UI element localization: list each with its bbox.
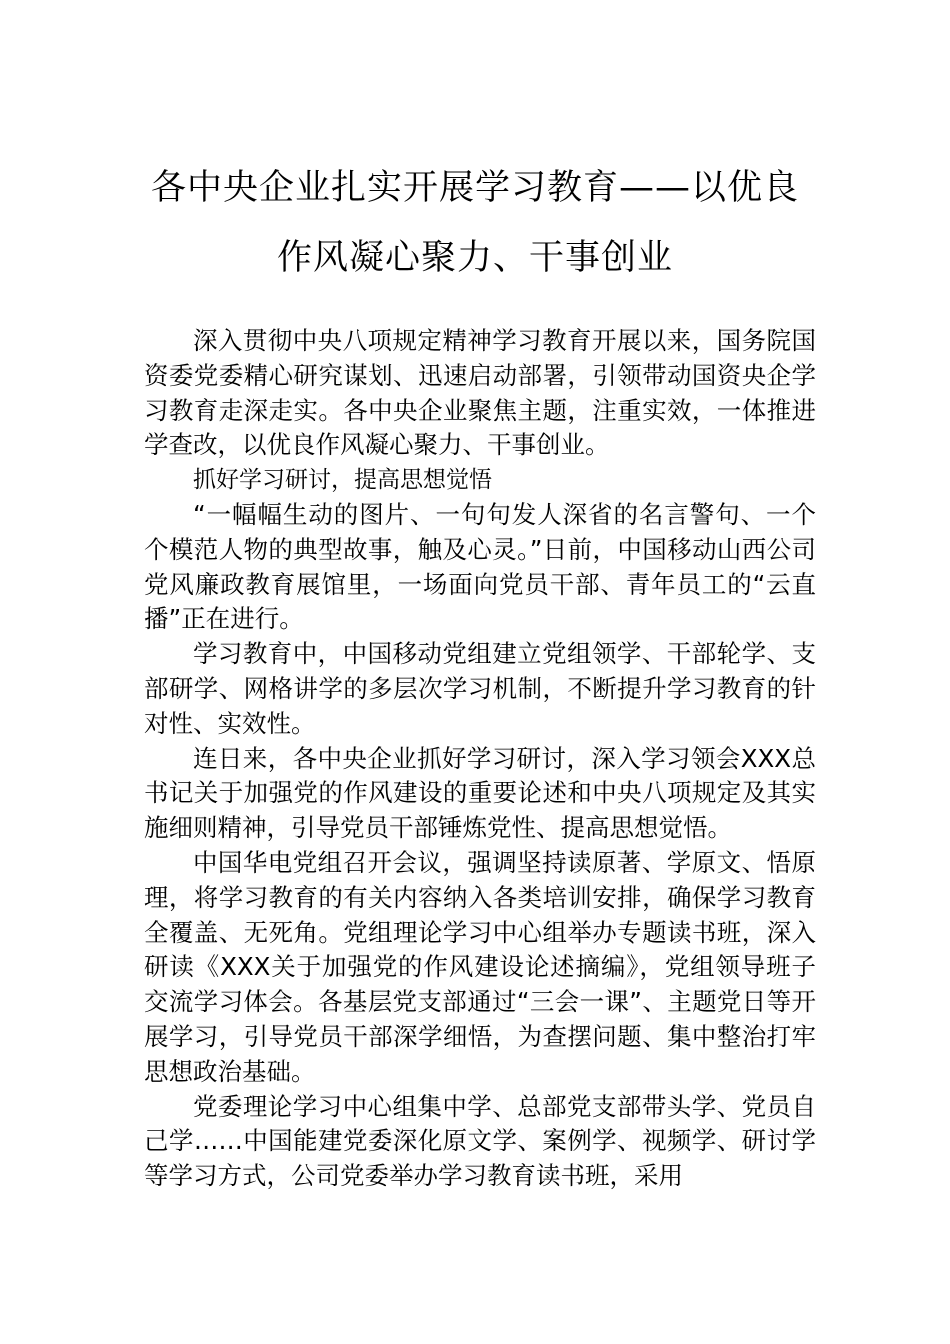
paragraph: “一幅幅生动的图片、一句句发人深省的名言警句、一个个模范人物的典型故事，触及心灵。”日前，中国移动山西公司党风廉政教育展馆里，一场面向党员干部、青年员工的“云直播”正在进行。 [144,499,816,634]
paragraph: 连日来，各中央企业抓好学习研讨，深入学习领会XXX总书记关于加强党的作风建设的重要论述和中央八项规定及其实施细则精神，引导党员干部锤炼党性、提高思想觉悟。 [144,743,816,843]
paragraph: 党委理论学习中心组集中学、总部党支部带头学、党员自己学……中国能建党委深化原文学、案例学、视频学、研讨学等学习方式，公司党委举办学习教育读书班，采用 [144,1091,816,1191]
paragraph: 中国华电党组召开会议，强调坚持读原著、学原文、悟原理，将学习教育的有关内容纳入各类培训安排，确保学习教育全覆盖、无死角。党组理论学习中心组举办专题读书班，深入研读《XXX关于加强党的作风建设论述摘编》，党组领导班子交流学习体会。各基层党支部通过“三会一课”、主题党日等开展学习，引导党员干部深学细悟，为查摆问题、集中整治打牢思想政治基础。 [144,847,816,1086]
section-heading: 抓好学习研讨，提高思想觉悟 [193,467,492,494]
paragraph-intro: 深入贯彻中央八项规定精神学习教育开展以来，国务院国资委党委精心研究谋划、迅速启动部署，引领带动国资央企学习教育走深走实。各中央企业聚焦主题，注重实效，一体推进学查改，以优良作风凝心聚力、干事创业。 [144,326,816,460]
document-title-line-2: 作风凝心聚力、干事创业 [276,238,673,278]
document-title-line-1: 各中央企业扎实开展学习教育——以优良 [150,168,799,208]
paragraph: 学习教育中，中国移动党组建立党组领学、干部轮学、支部研学、网格讲学的多层次学习机制，不断提升学习教育的针对性、实效性。 [144,639,816,738]
document-body [144,324,816,1194]
